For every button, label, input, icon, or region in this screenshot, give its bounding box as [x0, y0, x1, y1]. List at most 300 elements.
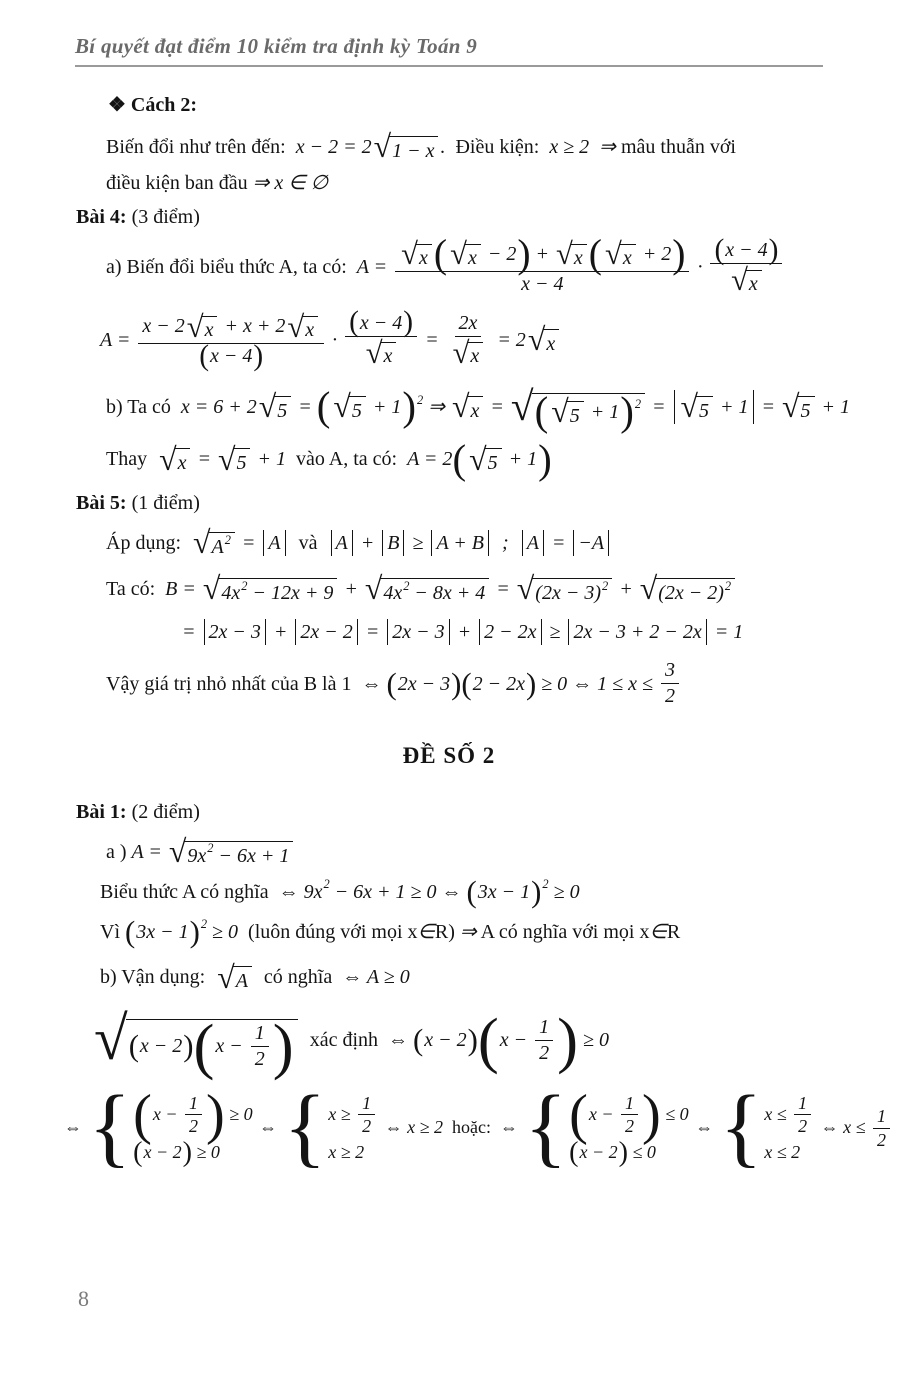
paren-group — [714, 233, 779, 266]
paren-content — [588, 1093, 642, 1137]
text: và — [288, 532, 328, 555]
math-text: 2 — [539, 1041, 550, 1064]
paren-group — [125, 914, 200, 949]
radical-icon: √ — [217, 959, 235, 995]
absolute-value — [295, 619, 357, 645]
square-root — [94, 1005, 298, 1081]
text: Ta có: — [106, 578, 166, 601]
math-text: ≥ 0 — [578, 1029, 609, 1052]
text: R — [666, 920, 681, 943]
math-text: = — [236, 532, 261, 555]
paren-content — [135, 920, 189, 944]
open-paren: ( — [133, 1083, 152, 1146]
open-paren: ( — [199, 340, 210, 373]
math-text: + 1 — [252, 448, 286, 471]
radical-icon: √ — [159, 441, 177, 477]
math-text: ≥ — [544, 621, 566, 644]
square-root — [510, 383, 645, 434]
math-text: B — [387, 532, 400, 555]
close-paren: ) — [620, 387, 634, 434]
square-root — [217, 959, 252, 995]
radical-icon: √ — [186, 309, 204, 344]
bai1b-line-1 — [0, 959, 898, 995]
math-text: ∈ — [649, 920, 667, 943]
superscript: 2 — [542, 877, 549, 892]
math-text: (2x − 3) — [535, 582, 601, 605]
math-text: x − 2 — [139, 1035, 183, 1058]
math-text: 5 — [800, 399, 811, 422]
math-text: 2 — [877, 1129, 887, 1150]
fraction — [447, 312, 490, 369]
text: Vậy giá trị nhỏ nhất của B là 1 — [106, 672, 362, 695]
bold-text: Bài 1: — [76, 800, 127, 823]
math-text: A = — [356, 256, 393, 279]
radical-icon: √ — [258, 388, 277, 424]
math-text: ≥ 0 — [548, 880, 580, 903]
bai1-heading — [0, 800, 898, 824]
paren-content — [466, 441, 538, 477]
open-paren: ( — [588, 231, 602, 276]
math-text: x — [204, 319, 214, 342]
math-text: 5 — [699, 399, 710, 422]
square-root — [640, 573, 735, 605]
close-paren: ) — [272, 1010, 294, 1081]
bai1a-line-1 — [0, 833, 898, 869]
absolute-value — [382, 530, 404, 556]
conditions-column — [133, 1083, 253, 1168]
math-text: 5 — [236, 452, 247, 475]
fraction — [661, 659, 679, 708]
close-paren: ) — [403, 306, 414, 339]
paren-content — [143, 1142, 183, 1164]
fraction — [395, 231, 689, 296]
radicand — [416, 244, 432, 270]
math-text: = — [756, 395, 781, 418]
open-paren: ( — [534, 387, 549, 434]
paren-group — [413, 1023, 478, 1058]
math-text: A = 2 — [407, 448, 453, 471]
math-text: 2x − 3 — [392, 621, 445, 644]
system-of-conditions — [719, 1078, 814, 1177]
square-root — [517, 573, 612, 605]
square-root — [333, 388, 366, 424]
denominator — [535, 1041, 553, 1065]
open-paren: ( — [466, 874, 477, 909]
bai4a-line-1 — [0, 231, 898, 297]
radical-icon: √ — [365, 335, 383, 370]
math-text: . — [440, 135, 446, 158]
condition-row — [328, 1093, 378, 1137]
text: hoặc: — [443, 1117, 501, 1138]
radicand — [380, 578, 489, 605]
math-text: ⇒ x ∈ ∅ — [252, 171, 329, 194]
close-paren: ) — [467, 1023, 478, 1058]
math-text: ≤ 0 — [660, 1104, 689, 1125]
absolute-value — [387, 619, 449, 645]
math-text: 2 − 2x — [472, 672, 525, 695]
math-text: − 2 — [482, 242, 517, 265]
numerator — [185, 1093, 202, 1116]
square-root — [374, 131, 439, 163]
paren-group — [199, 340, 264, 373]
square-root — [527, 321, 559, 357]
page-header — [75, 34, 823, 67]
math-text: x — [748, 272, 758, 295]
paren-group — [466, 874, 542, 909]
open-paren: ( — [477, 1004, 499, 1075]
math-text: 3x − 1 — [477, 880, 531, 903]
condition-row — [133, 1136, 220, 1168]
radical-icon: √ — [731, 262, 748, 297]
paren-group — [569, 1136, 629, 1168]
paren-content — [724, 239, 768, 262]
radicand — [696, 396, 713, 423]
paren-group — [386, 666, 462, 701]
text: (2 điểm) — [126, 800, 200, 823]
math-text: x − — [152, 1104, 183, 1125]
math-text: x — [467, 246, 477, 269]
radicand — [302, 316, 318, 342]
bai5-line-3 — [0, 619, 898, 645]
math-text: 1 — [362, 1092, 372, 1113]
math-text: = — [360, 621, 385, 644]
numerator — [251, 1022, 269, 1047]
math-text: A = — [100, 328, 136, 351]
section-title — [0, 742, 898, 770]
math-text: = 2 — [492, 328, 526, 351]
paren-group — [534, 387, 634, 434]
math-text: + 1 — [367, 395, 402, 418]
math-text: 1 − x — [392, 139, 435, 162]
radical-icon: √ — [202, 571, 221, 607]
math-text: ⇔ — [690, 1117, 718, 1138]
superscript: 2 — [207, 841, 214, 856]
paren-content — [472, 672, 526, 696]
paren-group — [452, 435, 552, 482]
open-paren: ( — [461, 666, 472, 701]
math-text: 5 — [569, 404, 580, 427]
math-text: = — [485, 395, 509, 418]
math-text: x − — [499, 1029, 533, 1052]
numerator — [710, 233, 782, 266]
superscript: 2 — [200, 917, 208, 932]
math-text: x − 4 — [725, 238, 768, 261]
denominator — [358, 1115, 375, 1137]
absolute-value — [522, 530, 544, 556]
superscript: 2 — [323, 877, 330, 892]
square-root — [452, 335, 484, 370]
math-text: x — [470, 345, 480, 368]
math-text: x − — [588, 1104, 619, 1125]
paren-group — [588, 231, 686, 276]
close-paren: ) — [402, 383, 417, 430]
math-text: · — [327, 328, 343, 351]
math-text: x − 4 — [210, 345, 253, 368]
cach2-heading — [0, 93, 898, 117]
math-text: 2 — [665, 685, 675, 708]
bold-text: ❖ Cách 2: — [108, 94, 198, 116]
radical-icon: √ — [527, 321, 546, 357]
open-paren: ( — [193, 1010, 215, 1081]
left-brace-icon: { — [283, 1078, 327, 1177]
radical-icon: √ — [680, 388, 699, 424]
absolute-value — [568, 619, 706, 645]
numerator — [794, 1093, 811, 1116]
math-text: ⇔ 9x — [278, 880, 323, 903]
denominator — [447, 337, 490, 369]
paren-group — [193, 1010, 294, 1081]
math-text: 1 — [254, 1021, 265, 1044]
superscript: 2 — [241, 578, 248, 593]
text: b) Ta có — [106, 395, 181, 418]
math-text: x — [470, 399, 480, 422]
close-paren: ) — [525, 666, 537, 701]
bold-text: Bài 4: — [76, 205, 127, 228]
bai4b-line-1 — [0, 383, 898, 434]
math-text: ⇔ — [500, 1117, 523, 1138]
math-text: + — [339, 578, 363, 601]
math-text: x — [573, 246, 583, 269]
square-root — [469, 441, 502, 477]
text: (luôn đúng với mọi x — [243, 920, 418, 943]
close-paren: ) — [768, 233, 779, 266]
bai1a-line-2 — [0, 874, 898, 909]
absolute-value — [573, 530, 609, 556]
math-text: + x + 2 — [219, 315, 286, 338]
math-text: 1 — [625, 1092, 635, 1113]
radicand — [620, 244, 636, 270]
math-text: ⇔ — [64, 1117, 87, 1138]
math-text: x − 2 — [424, 1029, 467, 1052]
radical-icon: √ — [510, 383, 534, 430]
square-root — [556, 236, 587, 271]
math-text: = 1 — [709, 621, 744, 644]
math-text: ≥ 0 ⇔ 1 ≤ x ≤ — [536, 672, 658, 695]
math-text: ≥ 0 — [224, 1104, 253, 1125]
fraction — [621, 1093, 638, 1137]
math-text: = — [182, 621, 201, 644]
math-text: ⇔ x ≥ 2 — [380, 1117, 444, 1138]
square-root — [159, 441, 190, 477]
paren-content — [214, 1022, 272, 1071]
square-root — [203, 573, 337, 605]
square-root — [401, 236, 432, 271]
math-text: ≥ 0 — [192, 1142, 220, 1163]
radical-icon: √ — [373, 129, 392, 164]
numerator — [358, 1093, 375, 1116]
fraction — [345, 306, 417, 370]
radical-icon: √ — [551, 393, 569, 429]
document-page — [0, 34, 898, 1311]
math-text: 2 — [362, 1116, 372, 1137]
numerator — [455, 312, 482, 337]
math-text: = — [293, 395, 317, 418]
denominator — [873, 1129, 890, 1151]
paren-group — [569, 1083, 661, 1146]
math-text: 2 — [798, 1116, 808, 1137]
paren-content — [139, 1034, 183, 1058]
close-paren: ) — [206, 1083, 225, 1146]
text: điều kiện ban đầu — [106, 171, 253, 194]
paren-content — [602, 236, 672, 271]
paren-group — [349, 306, 414, 339]
math-text: 9x — [187, 844, 207, 867]
conditions-column — [328, 1093, 378, 1164]
open-paren: ( — [569, 1083, 588, 1146]
text: A có nghĩa với mọi x — [476, 920, 650, 943]
square-root — [605, 236, 636, 271]
square-root — [680, 388, 714, 424]
radical-icon: √ — [450, 236, 467, 271]
text: Thay — [106, 448, 158, 471]
absolute-value — [331, 530, 353, 556]
math-text: 3x − 1 — [136, 920, 189, 943]
text: mâu thuẫn với — [620, 135, 736, 158]
math-text: x − 4 — [521, 272, 564, 295]
open-paren: ( — [452, 435, 467, 482]
radicand — [175, 448, 191, 475]
math-text: x ≥ 2 ⇒ — [549, 135, 621, 158]
fraction — [138, 309, 324, 373]
bai4b-line-2 — [0, 435, 898, 482]
close-paren: ) — [189, 914, 200, 949]
text: có nghĩa — [253, 966, 343, 989]
header-title: Bí quyết đạt điểm 10 kiểm tra định kỳ Toán 9 — [75, 34, 478, 58]
math-text: ; — [492, 532, 519, 555]
radicand — [467, 342, 483, 368]
math-text: 5 — [487, 452, 498, 475]
square-root — [450, 236, 481, 271]
math-text: 2x − 3 — [397, 672, 451, 695]
math-text: A — [211, 536, 224, 559]
paren-content — [548, 393, 620, 429]
fraction — [358, 1093, 375, 1137]
paren-content — [499, 1016, 557, 1065]
math-text: + 1 — [715, 395, 749, 418]
denominator — [251, 1047, 269, 1071]
paren-group — [433, 231, 531, 276]
math-text: x ≥ — [328, 1104, 356, 1125]
math-text: = — [420, 328, 444, 351]
system-of-conditions — [524, 1078, 689, 1177]
absolute-value — [674, 390, 754, 424]
math-text: 2 − 2x — [484, 621, 537, 644]
bai5-heading — [0, 491, 898, 515]
superscript: 2 — [417, 392, 424, 407]
bai1a-line-3 — [0, 914, 898, 949]
radicand — [485, 448, 502, 475]
radicand — [655, 578, 735, 605]
condition-row — [133, 1083, 253, 1146]
condition-row — [569, 1136, 656, 1168]
open-paren: ( — [316, 383, 331, 430]
math-text: ∈ — [417, 920, 435, 943]
bai4-heading — [0, 205, 898, 229]
math-text: x — [622, 246, 632, 269]
paren-content — [152, 1093, 206, 1137]
cach2-line-1 — [0, 131, 898, 163]
bai1b-line-2 — [0, 1004, 898, 1081]
text: Áp dụng: — [106, 532, 191, 555]
radicand — [233, 966, 252, 993]
paren-content — [397, 672, 451, 696]
math-text: 5 — [277, 399, 288, 422]
radicand — [381, 342, 397, 368]
close-paren: ) — [451, 666, 462, 701]
math-text: A — [335, 532, 348, 555]
bai5-line-4 — [0, 659, 898, 708]
content-lines — [0, 93, 898, 1177]
math-text: + 1 — [585, 400, 620, 423]
math-text: 2 — [189, 1116, 199, 1137]
math-text: ≥ 0 — [207, 920, 244, 943]
fraction — [873, 1106, 890, 1150]
radicand — [571, 244, 587, 270]
radicand — [746, 270, 762, 296]
numerator — [621, 1093, 638, 1116]
superscript: 2 — [724, 578, 732, 593]
square-root — [258, 388, 292, 424]
math-text: + — [530, 242, 555, 265]
radical-icon: √ — [401, 236, 418, 271]
paren-group — [316, 383, 417, 430]
math-text: ⇔ A ≥ 0 — [342, 966, 410, 989]
square-root — [452, 388, 483, 424]
math-text: = — [546, 532, 571, 555]
bai1b-line-3 — [0, 1078, 898, 1177]
close-paren: ) — [253, 340, 264, 373]
math-text: 1 — [539, 1015, 550, 1038]
radical-icon: √ — [605, 236, 622, 271]
math-text: A — [526, 532, 539, 555]
square-root — [365, 573, 489, 605]
text: a) Biến đổi biểu thức A, ta có: — [106, 256, 357, 279]
math-text: 2x — [458, 311, 478, 334]
bai5-line-2 — [0, 573, 898, 605]
math-text: − 6x + 1 — [213, 844, 290, 867]
math-text: + — [452, 621, 477, 644]
radical-icon: √ — [94, 1005, 128, 1074]
radical-icon: √ — [287, 309, 305, 344]
math-text: −A — [578, 532, 605, 555]
paren-group — [461, 666, 537, 701]
radical-icon: √ — [364, 571, 383, 607]
conditions-column — [569, 1083, 689, 1168]
square-root — [217, 441, 251, 477]
condition-row — [328, 1142, 364, 1164]
math-text: (2x − 2) — [658, 582, 724, 605]
denominator — [621, 1115, 638, 1137]
math-text: − 8x + 4 — [409, 582, 486, 605]
radicand — [532, 387, 645, 434]
math-text: x − 2 = 2 — [295, 135, 372, 158]
close-paren: ) — [557, 1004, 578, 1075]
left-brace-icon: { — [719, 1078, 763, 1177]
math-text: 3 — [665, 659, 675, 682]
math-text: + 1 — [816, 395, 851, 418]
paren-content — [209, 345, 253, 368]
math-text: ⇔ — [361, 672, 387, 695]
fraction — [710, 233, 782, 297]
math-text: · — [692, 256, 708, 279]
radicand — [468, 396, 484, 423]
math-text: x − 2 — [143, 1142, 182, 1163]
superscript: 2 — [224, 533, 231, 547]
denominator — [725, 264, 768, 296]
absolute-value — [204, 619, 266, 645]
radicand — [184, 841, 293, 868]
math-text: ⇒ — [423, 395, 450, 418]
